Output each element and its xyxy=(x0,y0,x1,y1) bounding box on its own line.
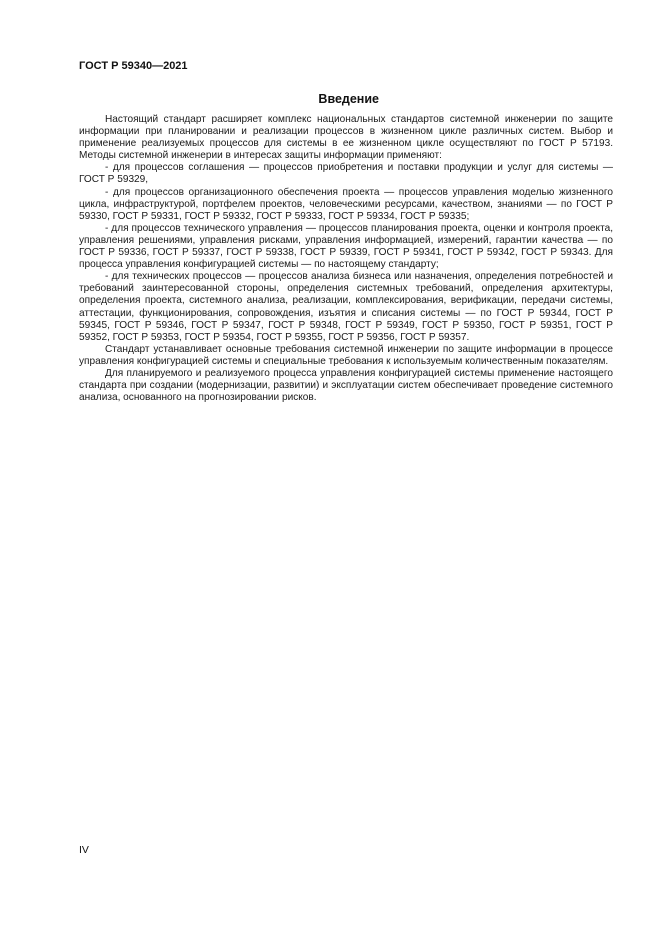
body-text xyxy=(79,114,613,404)
paragraph-scope: Стандарт устанавливает основные требования системной инженерии по защите информации в процессе управления конфигурацией системы и специальные требования к используемым количественным показателям. xyxy=(79,343,613,367)
section-title: Введение xyxy=(318,92,379,106)
paragraph-application: Для планируемого и реализуемого процесса управления конфигурацией системы применение настоящего стандарта при создании (модернизации, развитии) и эксплуатации систем обеспечивает проведение системного анализа, основанного на прогнозировании рисков. xyxy=(79,367,613,404)
list-item-organizational: - для процессов организационного обеспечения проекта — процессов управления моделью жизненного цикла, инфраструктурой, портфелем проектов, человеческими ресурсами, качеством, знаниями — по ГОСТ Р 59330, ГОСТ Р 59331, ГОСТ Р 59332, ГОСТ Р 59333, ГОСТ Р 59334, ГОСТ Р 59335; xyxy=(79,186,613,222)
document-code: ГОСТ Р 59340—2021 xyxy=(79,60,188,72)
paragraph-intro: Настоящий стандарт расширяет комплекс национальных стандартов системной инженерии по защите информации при планировании и реализации процессов в жизненном цикле различных систем. Выбор и применение реализуемых процессов для системы в ее жизненном цикле осуществляют по ГОСТ Р 57193. Методы системной инженерии в интересах защиты информации применяют: xyxy=(79,114,613,162)
list-item-agreement: - для процессов соглашения — процессов приобретения и поставки продукции и услуг для системы — ГОСТ Р 59329, xyxy=(79,162,613,186)
list-item-technical: - для технических процессов — процессов анализа бизнеса или назначения, определения потребностей и требований заинтересованной стороны, определения системных требований, определения архитектуры, определения проекта, системного анализа, реализации, комплексирования, верификации, передачи системы, аттестации, функционирования, сопровождения, изъятия и списания системы — по ГОСТ Р 59344, ГОСТ Р 59345, ГОСТ Р 59346, ГОСТ Р 59347, ГОСТ Р 59348, ГОСТ Р 59349, ГОСТ Р 59350, ГОСТ Р 59351, ГОСТ Р 59352, ГОСТ Р 59353, ГОСТ Р 59354, ГОСТ Р 59355, ГОСТ Р 59356, ГОСТ Р 59357. xyxy=(79,271,613,343)
list-item-technical-management: - для процессов технического управления — процессов планирования проекта, оценки и контроля проекта, управления решениями, управления рисками, управления информацией, измерений, гарантии качества — по ГОСТ Р 59336, ГОСТ Р 59337, ГОСТ Р 59338, ГОСТ Р 59339, ГОСТ Р 59341, ГОСТ Р 59342, ГОСТ Р 59343. Для процесса управления конфигурацией системы — по настоящему стандарту; xyxy=(79,222,613,271)
page-number: IV xyxy=(79,844,89,856)
section-title-wrap xyxy=(79,92,613,106)
